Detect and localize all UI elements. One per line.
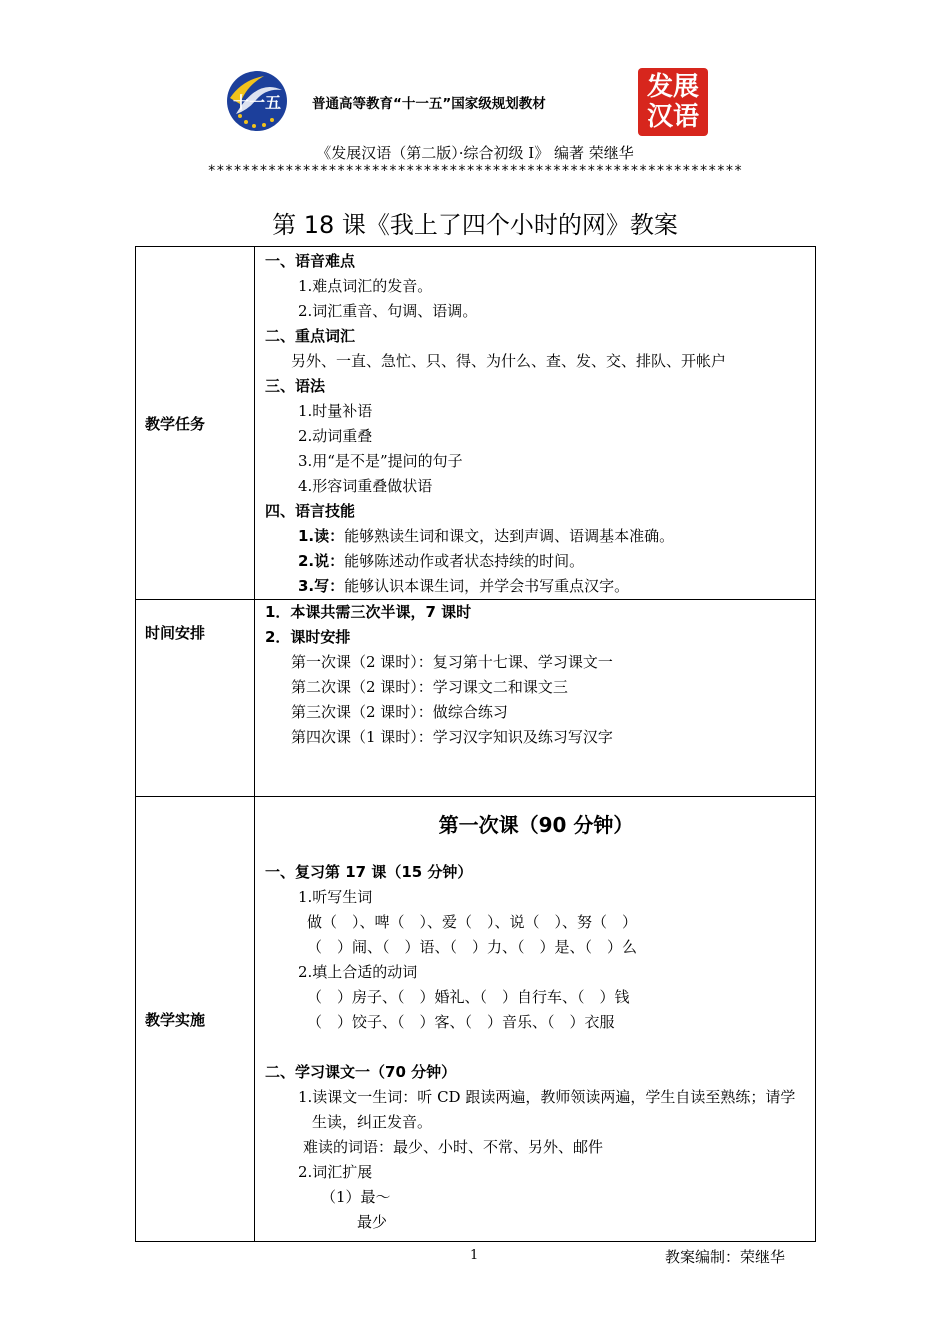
brand-line-1: 发展 [646, 72, 699, 102]
part-review: 一、复习第 17 课（15 分钟） [265, 863, 473, 881]
eleventh-five-year-logo [226, 70, 288, 132]
list-item: 4.形容词重叠做状语 [298, 477, 433, 495]
section-vocab: 二、重点词汇 [265, 327, 356, 345]
list-item: 1.难点词汇的发音。 [298, 277, 433, 295]
list-item: 第四次课（1 课时）：学习汉字知识及练习写汉字 [291, 728, 613, 746]
cell-implementation [255, 797, 816, 1242]
star-divider: ************************************************************** [207, 163, 743, 179]
page-number: 1 [470, 1248, 479, 1263]
list-item: 2.动词重叠 [298, 427, 373, 445]
page-title: 第 18 课《我上了四个小时的网》教案 [272, 211, 678, 239]
schedule-total: 1．本课共需三次半课，7 课时 [265, 603, 472, 621]
cell-schedule [255, 600, 816, 797]
list-item [265, 549, 807, 574]
label-schedule: 时间安排 [136, 600, 255, 797]
exercise-line: （ ）饺子、（ ）客、（ ）音乐、（ ）衣服 [307, 1013, 615, 1031]
cell-tasks [255, 247, 816, 600]
section-phonetics: 一、语音难点 [265, 252, 356, 270]
exercise-line: 做（ ）、啤（ ）、爱（ ）、说（ ）、努（ ） [307, 913, 638, 931]
list-item: 1.读课文一生词：听 CD 跟读两遍，教师领读两遍，学生自读至熟练；请学 [298, 1088, 796, 1106]
list-item: 最少 [357, 1213, 388, 1231]
row-schedule [136, 600, 816, 797]
row-tasks [136, 247, 816, 600]
list-item: 2.填上合适的动词 [298, 963, 418, 981]
skill-key: 2.说： [298, 552, 345, 570]
list-item [265, 524, 807, 549]
list-item: 第二次课（2 课时）：学习课文二和课文三 [291, 678, 568, 696]
list-item: 第三次课（2 课时）：做综合练习 [291, 703, 508, 721]
skill-desc: 能够熟读生词和课文，达到声调、语调基本准确。 [344, 527, 675, 545]
list-item: 2.词汇扩展 [298, 1163, 373, 1181]
list-item: 2.词汇重音、句调、语调。 [298, 302, 478, 320]
vocab-list: 另外、一直、急忙、只、得、为什么、查、发、交、排队、开帐户 [291, 352, 727, 370]
row-implementation [136, 797, 816, 1242]
list-item-continuation: 生读，纠正发音。 [312, 1113, 433, 1131]
schedule-heading: 2．课时安排 [265, 628, 351, 646]
fazhan-hanyu-logo [638, 68, 708, 136]
exercise-line: （ ）闹、（ ）语、（ ）力、（ ）是、（ ）么 [307, 938, 638, 956]
skill-desc: 能够陈述动作或者状态持续的时间。 [344, 552, 585, 570]
lesson-plan-table [135, 246, 816, 1242]
label-implementation: 教学实施 [136, 797, 255, 1242]
skill-key: 1.读： [298, 527, 345, 545]
list-item: 1.时量补语 [298, 402, 373, 420]
list-item: （1）最～ [321, 1188, 391, 1206]
part-text-one: 二、学习课文一（70 分钟） [265, 1063, 457, 1081]
list-item: 3.用“是不是”提问的句子 [298, 452, 463, 470]
section-skills: 四、语言技能 [265, 502, 356, 520]
footer-author: 教案编制：荣继华 [665, 1248, 786, 1266]
exercise-line: （ ）房子、（ ）婚礼、（ ）自行车、（ ）钱 [307, 988, 630, 1006]
label-tasks: 教学任务 [136, 247, 255, 600]
list-item: 第一次课（2 课时）：复习第十七课、学习课文一 [291, 653, 613, 671]
skill-desc: 能够认识本课生词，并学会书写重点汉字。 [344, 577, 630, 595]
svg-text:十一五: 十一五 [232, 93, 282, 112]
skill-key: 3.写： [298, 577, 345, 595]
book-subtitle: 《发展汉语（第二版）·综合初级 I》 编著 荣继华 [316, 144, 634, 162]
list-item: 1.听写生词 [298, 888, 373, 906]
hard-words: 难读的词语：最少、小时、不常、另外、邮件 [303, 1138, 604, 1156]
series-title: 普通高等教育“十一五”国家级规划教材 [312, 96, 546, 112]
page-header [0, 0, 950, 239]
section-grammar: 三、语法 [265, 377, 326, 395]
brand-line-2: 汉语 [646, 102, 699, 132]
list-item [265, 574, 807, 599]
lesson-title: 第一次课（90 分钟） [438, 813, 634, 837]
